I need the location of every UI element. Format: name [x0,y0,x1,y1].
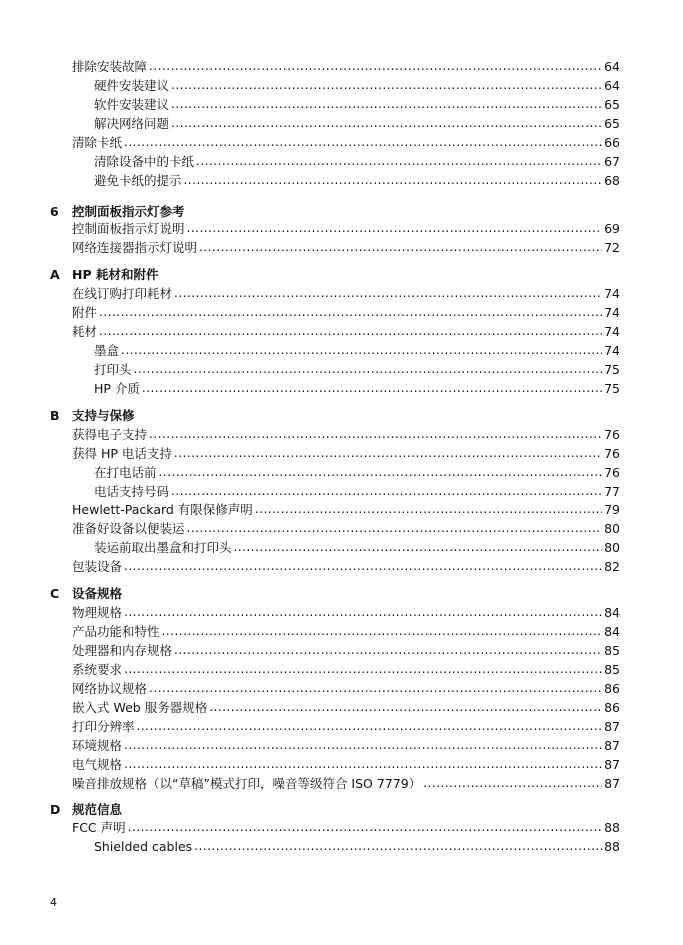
dot-leader [194,837,602,856]
toc-entry-title: 噪音排放规格（以“草稿”模式打印，噪音等级符合 ISO 7779） [72,776,422,791]
section-number: C [50,586,60,601]
toc-entry-page: 80 [604,521,620,536]
toc-entry-page: 88 [604,820,620,835]
dot-leader [137,717,603,736]
toc-entry-title: 网络协议规格 [72,681,148,696]
section-heading [50,406,135,425]
dot-leader [187,519,603,538]
toc-entry-page: 76 [604,446,620,461]
toc-entry-title: 打印分辨率 [72,719,135,734]
toc-entry-title: 获得 HP 电话支持 [72,446,172,461]
toc-entry[interactable] [72,57,620,76]
dot-leader [149,425,602,444]
dot-leader [162,622,603,641]
dot-leader [174,284,602,303]
toc-entry-page: 84 [604,605,620,620]
toc-entry[interactable] [72,660,620,679]
toc-entry[interactable] [72,284,620,303]
dot-leader [171,95,602,114]
dot-leader [134,360,603,379]
toc-entry[interactable] [94,171,620,190]
section-title: HP 耗材和附件 [72,267,159,282]
toc-entry-page: 66 [604,135,620,150]
section-title: 支持与保修 [72,408,135,423]
toc-entry[interactable] [72,698,620,717]
toc-entry[interactable] [72,717,620,736]
toc-entry-title: 解决网络问题 [94,116,170,131]
section-title: 控制面板指示灯参考 [72,204,185,219]
section-heading [50,584,122,603]
dot-leader [174,444,602,463]
toc-entry-title: 装运前取出墨盒和打印头 [94,540,232,555]
dot-leader [124,660,602,679]
toc-entry-title: 耗材 [72,324,98,339]
dot-leader [124,736,602,755]
toc-entry-page: 87 [604,776,620,791]
toc-entry-page: 76 [604,465,620,480]
toc-entry-page: 85 [604,662,620,677]
toc-entry-page: 85 [604,643,620,658]
toc-entry[interactable] [72,425,620,444]
toc-entry-page: 87 [604,738,620,753]
toc-entry-title: 排除安装故障 [72,59,148,74]
toc-entry[interactable] [94,482,620,501]
dot-leader [199,238,602,257]
toc-entry-page: 86 [604,681,620,696]
toc-entry-title: 电话支持号码 [94,484,170,499]
toc-entry[interactable] [72,322,620,341]
dot-leader [159,463,603,482]
dot-leader [124,603,602,622]
toc-entry-page: 65 [604,97,620,112]
toc-entry[interactable] [94,538,620,557]
dot-leader [149,57,602,76]
toc-entry-title: 清除卡纸 [72,135,123,150]
section-heading [50,265,158,284]
toc-entry[interactable] [94,114,620,133]
toc-entry[interactable] [94,463,620,482]
dot-leader [171,76,602,95]
toc-entry[interactable] [94,76,620,95]
toc-entry-page: 68 [604,173,620,188]
toc-entry-page: 69 [604,221,620,236]
toc-entry-title: 墨盒 [94,343,120,358]
dot-leader [174,641,602,660]
toc-entry[interactable] [72,755,620,774]
dot-leader [255,500,602,519]
dot-leader [234,538,603,557]
section-heading [50,800,122,819]
dot-leader [209,698,602,717]
toc-entry-page: 64 [604,59,620,74]
dot-leader [124,755,602,774]
toc-entry-title: 物理规格 [72,605,123,620]
toc-entry[interactable] [72,641,620,660]
toc-entry[interactable] [72,133,620,152]
toc-entry-title: FCC 声明 [72,820,126,835]
toc-entry-page: 84 [604,624,620,639]
dot-leader [142,379,602,398]
toc-entry-page: 77 [604,484,620,499]
toc-entry[interactable] [72,303,620,322]
toc-entry-title: 清除设备中的卡纸 [94,154,195,169]
toc-entry-page: 86 [604,700,620,715]
toc-entry[interactable] [94,360,620,379]
dot-leader [124,133,602,152]
toc-entry-title: 附件 [72,305,98,320]
toc-entry-page: 75 [604,381,620,396]
section-number: 6 [50,204,59,219]
toc-entry[interactable] [72,519,620,538]
toc-entry-title: 在线订购打印耗材 [72,286,173,301]
toc-entry-page: 74 [604,343,620,358]
page-number: 4 [50,896,57,909]
dot-leader [171,114,602,133]
toc-entry-title: 系统要求 [72,662,123,677]
toc-entry-page: 74 [604,305,620,320]
toc-entry-page: 67 [604,154,620,169]
toc-entry-title: 产品功能和特性 [72,624,160,639]
toc-entry[interactable] [72,444,620,463]
toc-entry[interactable] [94,341,620,360]
toc-entry-title: 在打电话前 [94,465,157,480]
toc-entry[interactable] [72,603,620,622]
toc-entry[interactable] [72,622,620,641]
toc-entry-title: 环境规格 [72,738,123,753]
dot-leader [149,679,602,698]
toc-entry[interactable] [94,95,620,114]
dot-leader [187,219,603,238]
toc-entry-title: 嵌入式 Web 服务器规格 [72,700,208,715]
toc-entry-title: 软件安装建议 [94,97,170,112]
section-number: B [50,408,60,423]
dot-leader [171,482,602,501]
toc-entry[interactable] [94,152,620,171]
toc-entry-page: 65 [604,116,620,131]
toc-entry-page: 87 [604,757,620,772]
dot-leader [196,152,602,171]
section-title: 设备规格 [72,586,123,601]
toc-entry-title: 打印头 [94,362,132,377]
toc-entry-title: 控制面板指示灯说明 [72,221,185,236]
dot-leader [121,341,602,360]
toc-entry-page: 88 [604,839,620,854]
toc-entry-page: 74 [604,324,620,339]
toc-entry[interactable] [94,837,620,856]
toc-entry-page: 74 [604,286,620,301]
toc-entry-page: 82 [604,559,620,574]
toc-entry-title: 硬件安装建议 [94,78,170,93]
toc-entry-title: 处理器和内存规格 [72,643,173,658]
toc-entry[interactable] [72,818,620,837]
toc-entry-page: 87 [604,719,620,734]
section-number: D [50,802,61,817]
toc-entry-page: 64 [604,78,620,93]
section-title: 规范信息 [72,802,123,817]
toc-entry-page: 72 [604,240,620,255]
toc-entry[interactable] [72,219,620,238]
toc-entry-title: HP 介质 [94,381,140,396]
toc-entry[interactable] [72,679,620,698]
toc-entry-page: 75 [604,362,620,377]
dot-leader [99,303,602,322]
toc-entry-title: 获得电子支持 [72,427,148,442]
toc-entry-title: 包装设备 [72,559,123,574]
dot-leader [99,322,602,341]
toc-entry-title: Hewlett-Packard 有限保修声明 [72,502,253,517]
toc-entry[interactable] [72,774,620,793]
toc-entry[interactable] [72,238,620,257]
toc-entry[interactable] [94,379,620,398]
toc-entry-title: 网络连接器指示灯说明 [72,240,198,255]
toc-entry[interactable] [72,736,620,755]
toc-entry-page: 79 [604,502,620,517]
dot-leader [423,774,602,793]
toc-entry-title: 电气规格 [72,757,123,772]
toc-entry-page: 80 [604,540,620,555]
toc-entry-title: 避免卡纸的提示 [94,173,182,188]
dot-leader [184,171,603,190]
toc-entry-title: 准备好设备以便装运 [72,521,185,536]
section-number: A [50,267,60,282]
toc-entry[interactable] [72,500,620,519]
toc-entry[interactable] [72,557,620,576]
toc-entry-page: 76 [604,427,620,442]
toc-entry-title: Shielded cables [94,839,193,854]
dot-leader [124,557,602,576]
dot-leader [128,818,602,837]
